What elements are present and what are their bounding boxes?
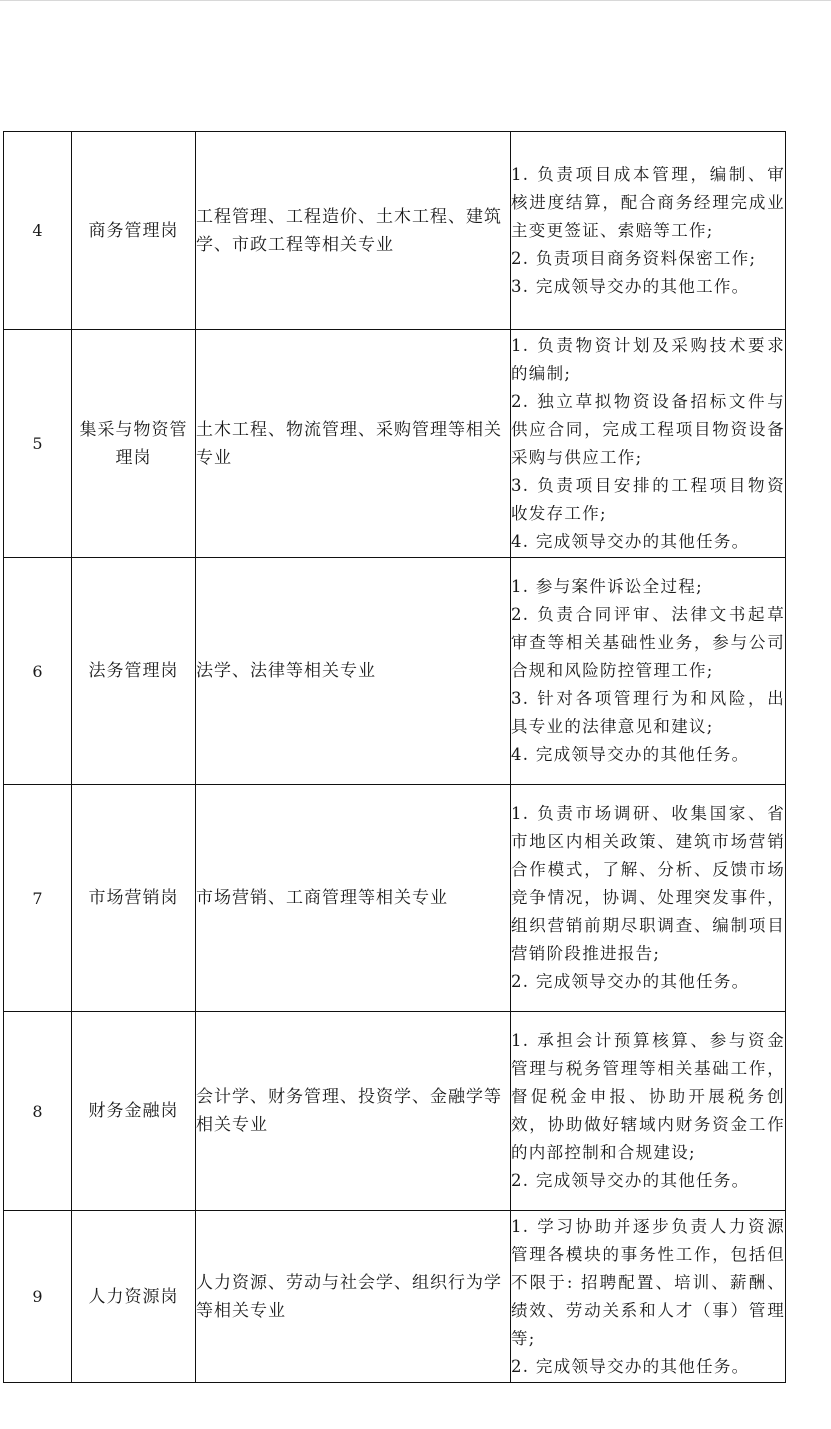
duty-item: 3. 负责项目安排的工程项目物资收发存工作;: [511, 475, 785, 523]
duty-item: 2. 完成领导交办的其他任务。: [511, 1356, 750, 1376]
row-number: 4: [4, 132, 72, 330]
duty-item: 1. 负责市场调研、收集国家、省市地区内相关政策、建筑市场营销合作模式，了解、分析、反馈市场竞争情况，协调、处理突发事件，组织营销前期尽职调查、编制项目营销阶段推进报告;: [511, 804, 785, 963]
duty-item: 2. 独立草拟物资设备招标文件与供应合同，完成工程项目物资设备采购与供应工作;: [511, 391, 785, 467]
duty-item: 1. 学习协助并逐步负责人力资源管理各模块的事务性工作，包括但不限于: 招聘配置、培训、薪酬、绩效、劳动关系和人才（事）管理等;: [511, 1216, 785, 1348]
table-row: [4, 785, 786, 1012]
job-duties: [511, 1012, 786, 1211]
job-duties: [511, 1211, 786, 1383]
duty-item: 1. 参与案件诉讼全过程;: [511, 577, 703, 596]
duty-item: 2. 负责合同评审、法律文书起草审查等相关基础性业务，参与公司合规和风险防控管理工作;: [511, 605, 785, 680]
duty-item: 3. 完成领导交办的其他工作。: [511, 276, 750, 296]
table-row: [4, 330, 786, 558]
row-number: 5: [4, 330, 72, 558]
position-name: 法务管理岗: [72, 558, 196, 785]
major-requirement: 法学、法律等相关专业: [196, 558, 511, 785]
duty-item: 1. 负责物资计划及采购技术要求的编制;: [511, 335, 785, 383]
major-requirement: 人力资源、劳动与社会学、组织行为学等相关专业: [196, 1211, 511, 1383]
table-row: [4, 132, 786, 330]
job-positions-table: [3, 131, 786, 1383]
job-duties: [511, 132, 786, 330]
row-number: 7: [4, 785, 72, 1012]
row-number: 8: [4, 1012, 72, 1211]
major-requirement: 会计学、财务管理、投资学、金融学等相关专业: [196, 1012, 511, 1211]
duty-item: 4. 完成领导交办的其他任务。: [511, 531, 750, 551]
duty-item: 2. 完成领导交办的其他任务。: [511, 1171, 750, 1190]
major-requirement: 土木工程、物流管理、采购管理等相关专业: [196, 330, 511, 558]
duty-item: 1. 负责项目成本管理，编制、审核进度结算，配合商务经理完成业主变更签证、索赔等工作;: [511, 164, 785, 240]
position-name: 集采与物资管理岗: [72, 330, 196, 558]
major-requirement: 工程管理、工程造价、土木工程、建筑学、市政工程等相关专业: [196, 132, 511, 330]
row-number: 9: [4, 1211, 72, 1383]
table-row: [4, 558, 786, 785]
table-row: [4, 1211, 786, 1383]
major-requirement: 市场营销、工商管理等相关专业: [196, 785, 511, 1012]
position-name: 市场营销岗: [72, 785, 196, 1012]
job-duties: [511, 785, 786, 1012]
position-name: 财务金融岗: [72, 1012, 196, 1211]
duty-item: 1. 承担会计预算核算、参与资金管理与税务管理等相关基础工作，督促税金申报、协助开展税务创效，协助做好辖域内财务资金工作的内部控制和合规建设;: [511, 1031, 785, 1162]
duty-item: 4. 完成领导交办的其他任务。: [511, 745, 750, 764]
job-duties: [511, 330, 786, 558]
duty-item: 2. 完成领导交办的其他任务。: [511, 972, 750, 991]
row-number: 6: [4, 558, 72, 785]
job-duties: [511, 558, 786, 785]
duty-item: 3. 针对各项管理行为和风险，出具专业的法律意见和建议;: [511, 689, 785, 736]
position-name: 人力资源岗: [72, 1211, 196, 1383]
top-divider: [0, 0, 831, 1]
table-row: [4, 1012, 786, 1211]
position-name: 商务管理岗: [72, 132, 196, 330]
duty-item: 2. 负责项目商务资料保密工作;: [511, 248, 757, 268]
